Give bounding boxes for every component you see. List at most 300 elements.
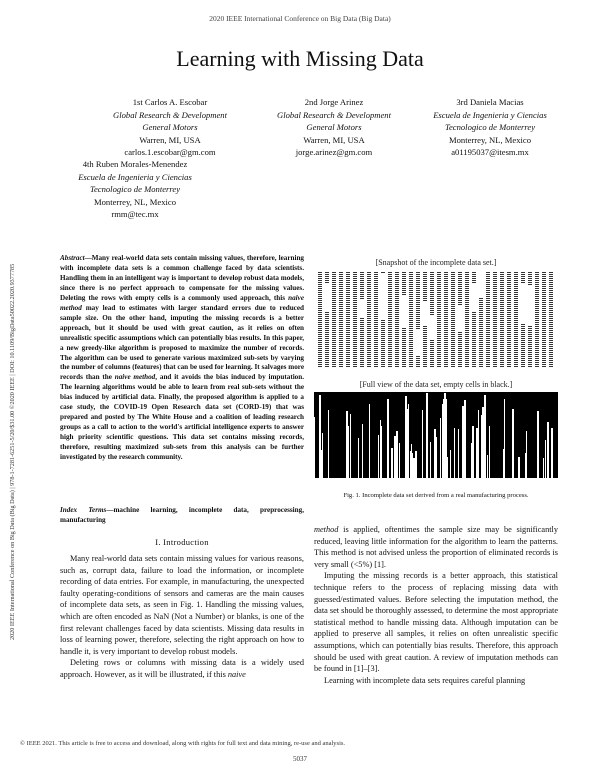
snapshot-cell [374,292,378,293]
snapshot-cell [402,284,406,285]
snapshot-cell [535,292,539,293]
snapshot-cell [493,298,497,299]
snapshot-cell [500,300,504,301]
snapshot-cell [388,348,392,349]
snapshot-cell [332,324,336,325]
snapshot-cell [318,328,322,329]
full-view-stripe [405,396,407,478]
snapshot-cell [542,364,546,365]
snapshot-cell [486,296,490,297]
snapshot-cell [339,338,343,339]
snapshot-cell [423,358,427,359]
snapshot-cell [339,276,343,277]
snapshot-cell [409,346,413,347]
full-view-stripe [450,450,451,478]
snapshot-cell [493,288,497,289]
snapshot-cell [451,320,455,321]
snapshot-cell [521,350,525,351]
snapshot-cell [493,308,497,309]
snapshot-cell [423,348,427,349]
snapshot-cell [486,360,490,361]
snapshot-cell [514,272,518,273]
snapshot-cell [486,332,490,333]
snapshot-cell [339,360,343,361]
snapshot-cell [381,334,385,335]
snapshot-cell [444,316,448,317]
snapshot-cell [451,350,455,351]
snapshot-cell [367,280,371,281]
snapshot-cell [479,314,483,315]
author-location: Monterrey, NL, Mexico [93,196,176,207]
snapshot-cell [430,286,434,287]
snapshot-cell [325,348,329,349]
snapshot-cell [542,298,546,299]
snapshot-cell [353,288,357,289]
snapshot-cell [409,294,413,295]
snapshot-cell [332,296,336,297]
snapshot-cell [535,304,539,305]
snapshot-cell [500,284,504,285]
snapshot-cell [325,274,329,275]
snapshot-cell [346,310,350,311]
snapshot-cell [318,364,322,365]
snapshot-cell [360,344,364,345]
snapshot-cell [493,332,497,333]
snapshot-cell [493,328,497,329]
snapshot-cell [486,286,490,287]
snapshot-cell [437,326,441,327]
snapshot-cell [339,346,343,347]
snapshot-cell [374,334,378,335]
snapshot-cell [430,280,434,281]
snapshot-cell [444,338,448,339]
snapshot-cell [437,294,441,295]
snapshot-cell [353,272,357,273]
snapshot-cell [535,306,539,307]
snapshot-cell [458,276,462,277]
snapshot-cell [402,346,406,347]
snapshot-cell [318,322,322,323]
snapshot-cell [318,290,322,291]
snapshot-cell [444,288,448,289]
snapshot-cell [353,334,357,335]
snapshot-cell [493,320,497,321]
snapshot-cell [318,350,322,351]
snapshot-cell [486,334,490,335]
snapshot-cell [451,308,455,309]
snapshot-cell [416,356,420,357]
snapshot-cell [423,292,427,293]
snapshot-cell [444,284,448,285]
snapshot-cell [332,340,336,341]
snapshot-cell [472,358,476,359]
snapshot-cell [437,290,441,291]
snapshot-cell [416,298,420,299]
snapshot-cell [528,272,532,273]
snapshot-cell [472,344,476,345]
snapshot-cell [409,290,413,291]
snapshot-cell [430,292,434,293]
snapshot-cell [430,304,434,305]
snapshot-cell [374,356,378,357]
snapshot-cell [444,322,448,323]
snapshot-cell [346,352,350,353]
snapshot-cell [493,312,497,313]
snapshot-cell [325,280,329,281]
snapshot-cell [549,350,553,351]
snapshot-cell [437,338,441,339]
snapshot-cell [416,300,420,301]
snapshot-cell [360,296,364,297]
snapshot-cell [451,288,455,289]
snapshot-cell [374,276,378,277]
snapshot-cell [409,348,413,349]
snapshot-cell [528,350,532,351]
snapshot-cell [332,364,336,365]
snapshot-cell [332,316,336,317]
snapshot-cell [493,338,497,339]
snapshot-cell [346,346,350,347]
snapshot-cell [542,312,546,313]
snapshot-cell [332,334,336,335]
snapshot-cell [458,272,462,273]
author-email: jorge.arinez@gm.com [295,147,373,157]
snapshot-cell [500,296,504,297]
snapshot-cell [318,304,322,305]
snapshot-cell [388,350,392,351]
snapshot-cell [479,344,483,345]
snapshot-cell [500,304,504,305]
snapshot-cell [332,332,336,333]
snapshot-cell [465,342,469,343]
snapshot-cell [360,364,364,365]
snapshot-cell [507,274,511,275]
snapshot-cell [374,330,378,331]
snapshot-cell [318,318,322,319]
snapshot-cell [528,280,532,281]
snapshot-cell [451,346,455,347]
snapshot-cell [437,296,441,297]
snapshot-cell [409,280,413,281]
snapshot-cell [374,338,378,339]
snapshot-cell [367,362,371,363]
snapshot-cell [472,274,476,275]
snapshot-cell [409,364,413,365]
snapshot-cell [437,354,441,355]
snapshot-cell [388,276,392,277]
snapshot-cell [353,274,357,275]
snapshot-cell [339,314,343,315]
snapshot-cell [395,288,399,289]
snapshot-cell [514,294,518,295]
snapshot-cell [465,316,469,317]
snapshot-cell [367,360,371,361]
snapshot-cell [486,338,490,339]
snapshot-cell [535,358,539,359]
snapshot-cell [549,362,553,363]
snapshot-cell [381,350,385,351]
snapshot-cell [381,344,385,345]
snapshot-cell [325,358,329,359]
snapshot-cell [353,316,357,317]
snapshot-cell [458,350,462,351]
snapshot-cell [549,308,553,309]
snapshot-cell [535,336,539,337]
snapshot-cell [535,326,539,327]
paragraph [314,524,558,570]
snapshot-cell [507,366,511,367]
snapshot-cell [549,342,553,343]
snapshot-cell [339,274,343,275]
snapshot-cell [332,302,336,303]
snapshot-cell [472,318,476,319]
snapshot-cell [325,276,329,277]
snapshot-cell [535,282,539,283]
snapshot-cell [423,344,427,345]
snapshot-cell [423,360,427,361]
snapshot-cell [318,300,322,301]
snapshot-cell [360,330,364,331]
snapshot-cell [521,282,525,283]
snapshot-cell [374,318,378,319]
snapshot-cell [409,300,413,301]
snapshot-cell [395,336,399,337]
snapshot-cell [465,356,469,357]
snapshot-cell [486,298,490,299]
snapshot-cell [437,366,441,367]
snapshot-cell [395,320,399,321]
snapshot-cell [402,294,406,295]
snapshot-cell [353,296,357,297]
snapshot-cell [549,316,553,317]
snapshot-cell [339,272,343,273]
snapshot-cell [535,284,539,285]
snapshot-cell [549,338,553,339]
snapshot-cell [325,320,329,321]
snapshot-cell [451,324,455,325]
snapshot-cell [444,276,448,277]
snapshot-cell [423,282,427,283]
snapshot-cell [374,366,378,367]
snapshot-cell [549,292,553,293]
snapshot-cell [353,356,357,357]
snapshot-cell [346,294,350,295]
snapshot-cell [346,284,350,285]
snapshot-cell [500,364,504,365]
snapshot-cell [360,352,364,353]
snapshot-cell [360,288,364,289]
snapshot-cell [451,306,455,307]
snapshot-cell [339,312,343,313]
snapshot-cell [353,344,357,345]
snapshot-cell [549,314,553,315]
snapshot-cell [332,354,336,355]
snapshot-cell [472,316,476,317]
snapshot-cell [514,348,518,349]
snapshot-cell [472,332,476,333]
snapshot-cell [437,284,441,285]
snapshot-cell [416,304,420,305]
snapshot-cell [514,302,518,303]
snapshot-cell [318,302,322,303]
snapshot-cell [535,364,539,365]
snapshot-cell [444,328,448,329]
snapshot-cell [479,320,483,321]
snapshot-cell [479,360,483,361]
author-block-1 [80,96,260,159]
snapshot-cell [465,340,469,341]
snapshot-cell [409,336,413,337]
snapshot-cell [549,290,553,291]
snapshot-cell [521,352,525,353]
snapshot-cell [416,280,420,281]
snapshot-cell [451,274,455,275]
full-view-stripe [362,424,363,478]
snapshot-cell [493,350,497,351]
snapshot-cell [444,360,448,361]
snapshot-cell [374,280,378,281]
snapshot-cell [353,318,357,319]
full-view-stripe [547,422,549,478]
snapshot-cell [549,328,553,329]
snapshot-cell [486,316,490,317]
snapshot-cell [395,344,399,345]
snapshot-cell [367,330,371,331]
snapshot-cell [346,312,350,313]
snapshot-cell [346,354,350,355]
snapshot-cell [500,352,504,353]
paragraph: Imputing the missing records is a better approach, this statistical technique refers to the process of replacing missing data with guessed/estimated values. Before selecting the imputation method, the data set should be thoroughly assessed, to determine the most appropriate statistical method to handle missing data. Although imputation can be applied to preserve all samples, it relies on often unrealistic specific assumptions, which can potentially bias results. Therefore, this approach should be used with great caution. A review of imputation methods can be found in [1]–[3]. [314,571,559,674]
snapshot-cell [367,328,371,329]
snapshot-cell [402,344,406,345]
snapshot-cell [514,282,518,283]
snapshot-cell [458,342,462,343]
author-name: 3rd Daniela Macias [456,97,524,107]
snapshot-cell [514,354,518,355]
snapshot-cell [325,312,329,313]
snapshot-cell [416,366,420,367]
snapshot-cell [409,328,413,329]
snapshot-cell [346,286,350,287]
snapshot-cell [514,324,518,325]
snapshot-cell [451,326,455,327]
snapshot-cell [479,302,483,303]
snapshot-cell [416,364,420,365]
snapshot-cell [318,278,322,279]
snapshot-cell [353,366,357,367]
snapshot-cell [535,348,539,349]
snapshot-cell [318,282,322,283]
snapshot-cell [493,324,497,325]
snapshot-cell [486,350,490,351]
snapshot-cell [423,366,427,367]
snapshot-cell [458,334,462,335]
snapshot-cell [423,354,427,355]
snapshot-cell [514,332,518,333]
snapshot-cell [500,354,504,355]
snapshot-cell [549,336,553,337]
snapshot-cell [451,298,455,299]
snapshot-cell [339,364,343,365]
snapshot-cell [479,312,483,313]
snapshot-cell [500,366,504,367]
snapshot-cell [465,274,469,275]
snapshot-cell [528,360,532,361]
snapshot-cell [325,278,329,279]
snapshot-cell [479,330,483,331]
snapshot-cell [458,336,462,337]
snapshot-cell [381,354,385,355]
snapshot-cell [500,282,504,283]
snapshot-cell [339,322,343,323]
snapshot-cell [374,300,378,301]
snapshot-cell [423,340,427,341]
snapshot-cell [374,302,378,303]
snapshot-cell [486,344,490,345]
snapshot-cell [339,282,343,283]
snapshot-cell [507,354,511,355]
snapshot-cell [500,342,504,343]
snapshot-cell [409,286,413,287]
snapshot-cell [388,332,392,333]
snapshot-cell [353,322,357,323]
snapshot-cell [451,300,455,301]
snapshot-cell [472,356,476,357]
snapshot-cell [549,332,553,333]
snapshot-cell [360,284,364,285]
snapshot-cell [451,280,455,281]
snapshot-cell [500,318,504,319]
snapshot-cell [346,276,350,277]
snapshot-cell [493,322,497,323]
snapshot-cell [444,272,448,273]
snapshot-cell [374,328,378,329]
author-email: rmm@tec.mx [111,209,159,219]
full-view-stripe [328,410,329,478]
snapshot-cell [437,362,441,363]
snapshot-cell [486,328,490,329]
full-view-stripe [350,414,351,478]
snapshot-cell [535,322,539,323]
snapshot-cell [339,306,343,307]
snapshot-cell [374,278,378,279]
snapshot-cell [409,352,413,353]
snapshot-cell [332,308,336,309]
author-name: 4th Ruben Morales-Menendez [82,159,188,169]
full-view-stripe [381,426,382,478]
snapshot-cell [465,338,469,339]
author-org: General Motors [306,122,362,132]
snapshot-cell [402,348,406,349]
paragraph: Many real-world data sets contain missing values for various reasons, such as, corrupt data, failure to load the information, or incomplete recording of data entries. For example, in manufacturing, the unexpected faulty operating-conditions of sensors and cameras are the main causes of incomplete data sets, as seen in Fig. 1. Handling the missing values, which are often encoded as NaN (Not a Number) or blanks, is one of the first relevant challenges faced by data scientists. Missing data results in loss of learning power, therefore, selecting the right approach on how to handle it, is very important to develop robust models. [60,554,304,656]
snapshot-cell [325,352,329,353]
snapshot-cell [402,272,406,273]
snapshot-cell [535,356,539,357]
snapshot-cell [549,272,553,273]
snapshot-cell [395,278,399,279]
snapshot-cell [318,326,322,327]
snapshot-cell [486,314,490,315]
snapshot-cell [388,330,392,331]
snapshot-cell [493,316,497,317]
snapshot-cell [500,326,504,327]
snapshot-cell [360,332,364,333]
snapshot-cell [374,362,378,363]
snapshot-cell [332,350,336,351]
snapshot-cell [367,312,371,313]
full-view-stripe [440,418,441,478]
snapshot-cell [332,274,336,275]
